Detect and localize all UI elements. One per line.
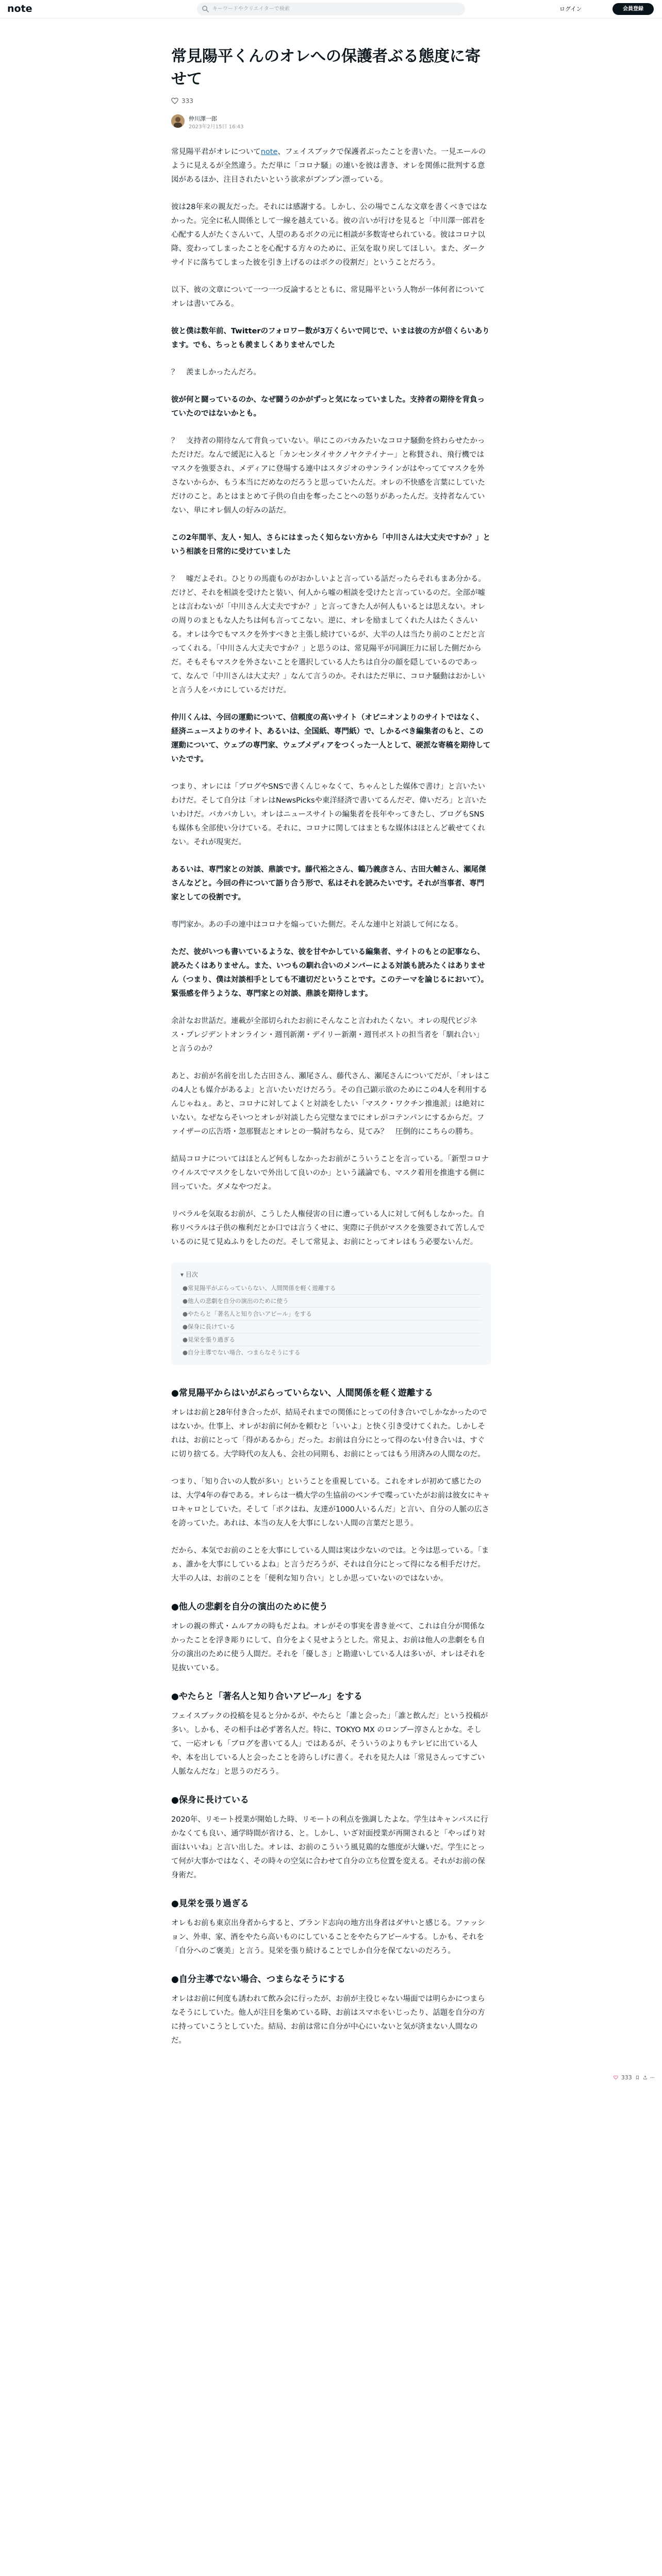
paragraph-text: 、フェイスブックで保護者ぶったことを書いた。一見エールのように見えるが全然違う。ただ単に「コロナ騒」の連いを彼は書き、オレを関係に批判する意図があるほか、注目されたいという欲求がプンプン漂っている。	[171, 148, 486, 184]
paragraph: リベラルを気取るお前が、こうした人権侵害の目に遭っている人に対して何もしなかった。自称リベラルは子供の権利だとか口では言うくせに、実際に子供がマスクを強要されて苦しんでいるのに見て見ぬふりをしたのだ。そして常見よ、お前にとってオレはもう必要ないんだ。	[171, 1210, 485, 1246]
paragraph: ？ 嘘だよそれ。ひとりの馬鹿ものがおかしいよと言っている話だったらそれもまあ分かる。だけど、それを相談を受けたと装い、何人から嘘の相談を受けたと言っているのだ。全部が嘘とは言わないが「中川さん大丈夫ですか？」と言ってきた人が何人もいるとは思えない。オレの周りのまともな人たちは何も言ってこない。逆に、オレを励ましてくれた人はたくさんいる。オレは今でもマスクを外すべきと主張し続けているが、大半の人は当たり前のことだと言ってくれる。「中川さん大丈夫ですか？」と思うのは、常見陽平が同調圧力に屈した側だからだ。そもそもマスクを外さないことを選択している人たちは自分の顔を隠しているのであって、なんで「中川さんは大丈夫？」なんて言うのか。それはただ単に、コロナ騒動はおかしいと言う人をバカにしているだけだ。	[171, 575, 486, 694]
note-logo[interactable]: note	[7, 3, 32, 14]
chevron-down-icon: ▾	[180, 1270, 184, 1278]
toc-item[interactable]: ●やたらと「著名人と知り合いアピール」をする	[180, 1308, 482, 1320]
table-of-contents	[171, 1263, 491, 1365]
author-name[interactable]: 仲川澤一郎	[189, 115, 217, 122]
section-heading: ●他人の悲劇を自分の演出のために使う	[171, 1602, 328, 1612]
paragraph-text: 常見陽平君がオレについて	[171, 148, 261, 156]
paragraph: つまり、「知り合いの人数が多い」ということを重視している。これをオレが初めて感じたのは、大学4年の春である。オレらは一橋大学の生協前のベンチで喋っていたがお前は彼女にキャロキャロとしていた。そして「ボクはね、友達が1000人いるんだ」と言い、自分の人脈の広さを誇っていた。あれは、本当の友人を大事にしない人間の言葉だと思う。	[171, 1478, 490, 1528]
login-link[interactable]: ログイン	[559, 6, 582, 12]
quote-paragraph: あるいは、専門家との対談、鼎談です。藤代裕之さん、鶴乃義彦さん、古田大輔さん、瀬尾傑さんなどと。今回の件について語り合う形で、私はそれを読みたいです。それが当事者、専門家としての役割です。	[171, 866, 486, 902]
article	[171, 45, 491, 2061]
post-date: 2023年2月15日 16:43	[189, 124, 244, 130]
section-heading: ●常見陽平からはいがぶらっていらない、人間関係を軽く遊離する	[171, 1388, 433, 1398]
bookmark-icon[interactable]	[635, 2074, 640, 2081]
section-heading: ●やたらと「著名人と知り合いアピール」をする	[171, 1691, 362, 1702]
toc-item[interactable]: ●他人の悲劇を自分の演出のために使う	[180, 1295, 482, 1308]
heart-icon[interactable]	[614, 2074, 618, 2081]
paragraph: 結局コロナについてはほとんど何もしなかったお前がこういうことを言っている。「新型コロナウイルスでマスクをしないで外出して良いのか」という議論でも、マスク着用を推進する側に回っていた。ダメなやつだよ。	[171, 1155, 489, 1191]
paragraph: 2020年、リモート授業が開始した時、リモートの利点を強調したよな。学生はキャンパスに行かなくても良い、通学時間が省ける、と。しかし、いざ対面授業が再開されると「やっぱり対面はいいね」と言い出した。オレは、お前のこういう風見鶏的な態度が大嫌いだ。学生にとって何が大事かではなく、その時々の空気に合わせて自分の立ち位置を変える。それがお前の保身術だ。	[171, 1816, 488, 1879]
quote-paragraph: 彼が何と闘っているのか、なぜ闘うのかがずっと気になっていました。支持者の期待を背負っていたのではないかとも。	[171, 396, 485, 418]
paragraph: だから、本気でお前のことを大事にしている人間は実は少ないのでは。と今は思っている。「まぁ、誰かを大事にしているよね」と言うだろうが、それは自分にとって得になる相手だけだ。大半の人は、お前のことを「便利な知り合い」としか思っていないのではないか。	[171, 1547, 489, 1583]
avatar-image	[171, 114, 185, 128]
global-header	[0, 0, 662, 19]
side-like-count: 333	[621, 2074, 632, 2081]
paragraph: 専門家か。あの手の連中はコロナを煽っていた側だ。そんな連中と対談して何になる。	[171, 921, 463, 929]
section-heading: ●保身に長けている	[171, 1795, 249, 1805]
paragraph: 余計なお世話だ。連載が全部切られたお前にそんなこと言われたくない。オレの現代ビジネス・プレジデントオンライン・週刊新潮・デイリー新潮・週刊ポストの担当者を「馴れ合い」と言うのか？	[171, 1017, 484, 1053]
paragraph: 以下、彼の文章について一つ一つ反論するとともに、常見陽平という人物が一体何者についてオレは書いてみる。	[171, 286, 485, 308]
like-area	[171, 96, 491, 106]
paragraph: オレの親の葬式・ムルアカの時もだよね。オレがその事実を書き並べて、これは自分が関係なかったことを浮き彫りにして、自分をよく見せようとした。常見よ、お前は他人の悲劇をも自分の演出のために使う人間だ。それを「優しさ」と勘違いしている人は多いが、オレはそれを見抜いている。	[171, 1622, 485, 1672]
toc-item[interactable]: ●保身に長けている	[180, 1320, 482, 1333]
search-bar[interactable]	[197, 3, 465, 15]
article-body	[171, 145, 491, 2048]
paragraph: オレはお前に何度も誘われて飲み会に行ったが、お前が主役じゃない場面では明らかにつまらなそうにしていた。他人が注目を集めている時、お前はスマホをいじったり、話題を自分の方に持っていこうとしていた。結局、お前は常に自分が中心にいないと気が済まない人間なのだ。	[171, 1995, 485, 2045]
paragraph	[171, 145, 491, 187]
share-icon[interactable]	[643, 2074, 648, 2081]
paragraph: フェイスブックの投稿を見ると分かるが、やたらと「誰と会った」「誰と飲んだ」という投稿が多い。しかも、その相手は必ず著名人だ。特に、TOKYO MX のロンブー淳さんとかな。そして、一応オレも「ブログを書いてる人」ではあるが、そういうのよりもテレビに出ている人や、本を出している人と会ったことを誇らしげに書く。それを見た人は「常見さんってすごい人脈なんだな」と思うのだろう。	[171, 1712, 488, 1776]
paragraph: ？ 支持者の期待なんて背負っていない。単にこのバカみたいなコロナ騒動を終わらせたかっただけだ。なんで緩泥に入ると「カンセンタイサクノヤクテイナー」と称賛され、飛行機ではマスクを強要され、メディアに登場する連中はスタジオのサンラインがはやっててマスクを外さないからか、もう本当にだめなのだろうと思っていたんだ。オレの不快感を言葉にしていただけのこと。あとはまとめて子供の自由を奪ったことへの怒りがあったんだ。支持者なんていない、単にオレ個人の好みの話だ。	[171, 437, 485, 515]
floating-actions	[614, 2072, 655, 2082]
more-icon[interactable]	[650, 2074, 655, 2081]
toc-header[interactable]	[180, 1270, 482, 1279]
paragraph: つまり、オレには「ブログやSNSで書くんじゃなくて、ちゃんとした媒体で書け」と言いたいわけだ。そして自分は「オレはNewsPicksや東洋経済で書いてるんだぞ、偉いだろ」と言いたいわけだ。バカバカしい。オレはニュースサイトの編集者を長年やってきたし、ブログもSNSも媒体も全部使い分けている。それに、コロナに関してはまともな媒体はほとんど載せてくれない。それが現実だ。	[171, 783, 487, 846]
paragraph: あと、お前が名前を出した古田さん、瀬尾さん、藤代さん、瀬尾さんについてだが、「オレはこの4人とも媒介があるよ」と言いたいだけだろう。その自己顕示欲のためにこの4人を利用するんじゃねぇ。あと、コロナに対してよくと対談をしたい「マスク・ワクチン推進派」は絶対にいない。なぜならそいつとオレが対談したら完璧なまでにオレがコテンパンにするからだ。ファイザーの広告塔・忽那賢志とオレとの一騎討ちなら、見てみ？ 圧倒的にこちらの勝ち。	[171, 1072, 490, 1136]
paragraph: オレはお前と28年付き合ったが、結局それまでの関係にとっての付き合いでしかなかったのではないか。仕事上、オレがお前に何かを頼むと「いいよ」と快く引き受けてくれた。しかしそれは、お前にとって「得があるから」だった。お前は自分にとって得のない付き合いは、すぐに切り捨てる。大学時代の友人も、会社の同期も、お前にとってはもう用済みの人間なのだ。	[171, 1409, 487, 1459]
toc-item[interactable]: ●常見陽平がぶらっていらない、人間関係を軽く遊離する	[180, 1282, 482, 1295]
paragraph: 彼は28年来の親友だった。それには感謝する。しかし、公の場でこんな文章を書くべきではなかった。完全に私人間係として一線を越えている。彼の言いが行けを見ると「中川澤一郎君を心配する人がたくさんいて、人望のあるボクの元に相談が多数寄せられている。彼はコロナ以降、変わってしまったことを心配する方々のために、正気を取り戻してほしい。また、ダークサイドに落ちてしまった彼を引き上げるのはボクの役割だ」ということだろう。	[171, 203, 487, 267]
article-title: 常見陽平くんのオレへの保護者ぶる態度に寄せて	[171, 47, 481, 88]
quote-paragraph: 彼と僕は数年前、Twitterのフォロワー数が3万くらいで同じで、いまは彼の方が倍くらいあります。でも、ちっとも羨ましくありませんでした	[171, 327, 490, 349]
like-count: 333	[181, 97, 193, 105]
search-icon	[202, 5, 209, 13]
paragraph: オレもお前も東京出身者からすると、ブランド志向の地方出身者はダサいと感じる。ファッション、外車、家、酒をやたら高いものにしていることをやたらアピールする。しかも、それを「自分へのご褒美」と言う。見栄を張り続けることでしか自分を保てないのだろう。	[171, 1919, 485, 1955]
section-heading: ●見栄を張り過ぎる	[171, 1899, 249, 1909]
search-input[interactable]	[212, 3, 460, 15]
toc-item[interactable]: ●自分主導でない場合、つまらなそうにする	[183, 1349, 301, 1356]
author-avatar[interactable]	[171, 114, 185, 128]
section-heading: ●自分主導でない場合、つまらなそうにする	[171, 1974, 345, 1985]
toc-item[interactable]: ●見栄を張り過ぎる	[180, 1333, 482, 1346]
quote-paragraph: ただ、彼がいつも書いているような、彼を甘やかしている編集者、サイトのもとの記事なら、読みたくはありません。また、いつもの馴れ合いのメンバーによる対談も読みたくはありません（つまり、僕は対談相手としても不適切だということです。このテーマを論じるにおいて）。緊張感を伴うような、専門家との対談、鼎談を期待します。	[171, 948, 489, 998]
author-block[interactable]	[171, 113, 491, 130]
quote-paragraph: この2年間半、友人・知人、さらにはまったく知らない方から「中川さんは大丈夫ですか？」という相談を日常的に受けていました	[171, 534, 491, 556]
heart-icon[interactable]	[171, 97, 178, 105]
toc-title: 目次	[186, 1271, 198, 1278]
note-link[interactable]: note	[260, 148, 278, 156]
quote-paragraph: 仲川くんは、今回の運動について、信頼度の高いサイト（オピニオンよりのサイトではなく、経済ニュースよりのサイト、あるいは、全国紙、専門紙）で、しかるべき編集者のもと、この運動について、ウェブの専門家、ウェブメディアをつくった一人として、硬派な寄稿を期待していたです。	[171, 714, 491, 764]
paragraph: ？ 羨ましかったんだろ。	[171, 368, 261, 377]
register-button[interactable]: 会員登録	[613, 3, 654, 15]
